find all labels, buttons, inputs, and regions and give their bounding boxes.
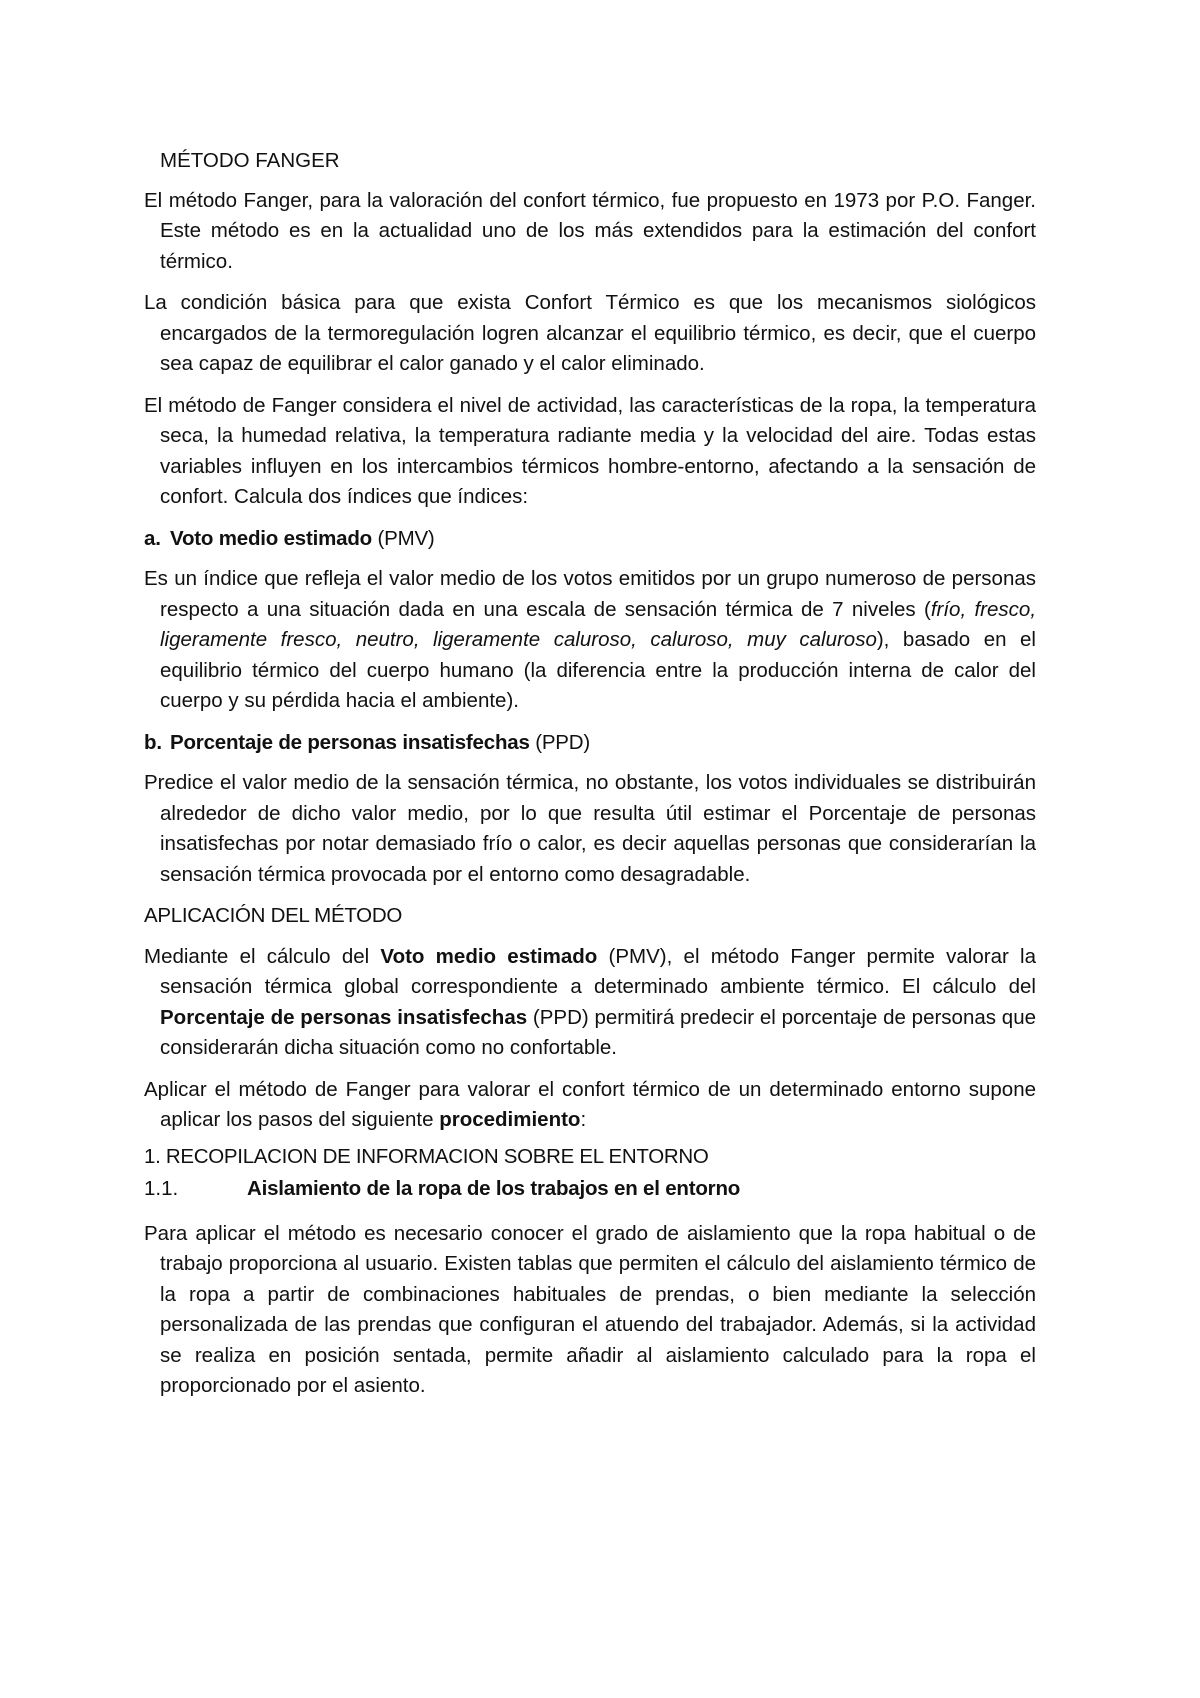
item-a-paragraph <box>144 564 1036 717</box>
item-a-scale: frío, fresco, ligeramente fresco, neutro, ligeramente caluroso, caluroso, muy caluroso <box>160 597 1037 651</box>
application-p1-text-e: (PPD) permitirá predecir el porcentaje de personas que considerarán dicha situación como no confortable. <box>160 1005 1036 1059</box>
item-a-text-before: Es un índice que refleja el valor medio de los votos emitidos por un grupo numeroso de personas respecto a una situación dada en una escala de sensación térmica de 7 niveles ( <box>144 567 1036 621</box>
item-a-mark: a. <box>144 526 161 550</box>
item-b-title: Porcentaje de personas insatisfechas <box>170 730 530 754</box>
condition-paragraph: La condición básica para que exista Confort Térmico es que los mecanismos siológicos encargados de la termoregulación logren alcanzar el equilibrio térmico, es decir, que el cuerpo sea capaz de equilibrar el calor ganado y el calor eliminado. <box>144 291 1036 375</box>
application-p2-procedure-term: procedimiento <box>439 1108 581 1131</box>
item-a-title: Voto medio estimado <box>170 526 372 550</box>
step-1-1-number: 1.1. <box>144 1177 179 1200</box>
application-p1-pmv-term: Voto medio estimado <box>380 944 598 968</box>
document-body <box>144 146 1036 1413</box>
application-paragraph-1 <box>144 942 1036 1064</box>
document-title: MÉTODO FANGER <box>160 149 340 172</box>
item-b-paragraph: Predice el valor medio de la sensación térmica, no obstante, los votos individuales se distribuirán alrededor de dicho valor medio, por lo que resulta útil estimar el Porcentaje de personas insatisfechas por notar demasiado frío o calor, es decir aquellas personas que considerarían la sensación térmica provocada por el entorno como desagradable. <box>144 771 1036 886</box>
step-1-1-paragraph: Para aplicar el método es necesario conocer el grado de aislamiento que la ropa habitual o de trabajo proporciona al usuario. Existen tablas que permiten el cálculo del aislamiento térmico de la ropa a partir de combinaciones habituales de prendas, o bien mediante la selección personalizada de las prendas que configuran el atuendo del trabajador. Además, si la actividad se realiza en posición sentada, permite añadir al aislamiento calculado para la ropa el proporcionado por el asiento. <box>144 1221 1036 1397</box>
variables-paragraph: El método de Fanger considera el nivel de actividad, las características de la ropa, la temperatura seca, la humedad relativa, la temperatura radiante media y la velocidad del aire. Todas estas variables influyen en los intercambios térmicos hombre-entorno, afectando a la sensación de confort. Calcula dos índices que índices: <box>144 393 1036 508</box>
application-p2-text-c: : <box>580 1108 587 1131</box>
application-heading: APLICACIÓN DEL MÉTODO <box>144 904 402 927</box>
item-a-heading <box>144 524 1036 555</box>
step-1-1-title: Aislamiento de la ropa de los trabajos en el entorno <box>247 1177 741 1200</box>
item-b-abbr: (PPD) <box>535 730 590 754</box>
item-b-mark: b. <box>144 730 162 754</box>
item-b-heading <box>144 728 1036 759</box>
intro-paragraph: El método Fanger, para la valoración del confort térmico, fue propuesto en 1973 por P.O. Fanger. Este método es en la actualidad uno de los más extendidos para la estimación del confort térmico. <box>144 188 1036 273</box>
application-paragraph-2 <box>144 1075 1036 1136</box>
step-1-1-heading <box>144 1174 1036 1205</box>
item-a-text-after: ), basado en el equilibrio térmico del cuerpo humano (la diferencia entre la producción interna de calor del cuerpo y su pérdida hacia el ambiente). <box>160 628 1036 712</box>
application-p1-ppd-term: Porcentaje de personas insatisfechas <box>160 1005 528 1029</box>
application-p2-text-a: Aplicar el método de Fanger para valorar el confort térmico de un determinado entorno supone aplicar los pasos del siguiente <box>144 1077 1036 1131</box>
step-1-heading: 1. RECOPILACION DE INFORMACION SOBRE EL ENTORNO <box>144 1144 709 1168</box>
application-p1-text-c: (PMV), el método Fanger permite valorar la sensación térmica global correspondiente a determinado ambiente térmico. El cálculo del <box>160 944 1036 998</box>
application-p1-text-a: Mediante el cálculo del <box>144 944 381 968</box>
item-a-abbr: (PMV) <box>377 526 435 550</box>
